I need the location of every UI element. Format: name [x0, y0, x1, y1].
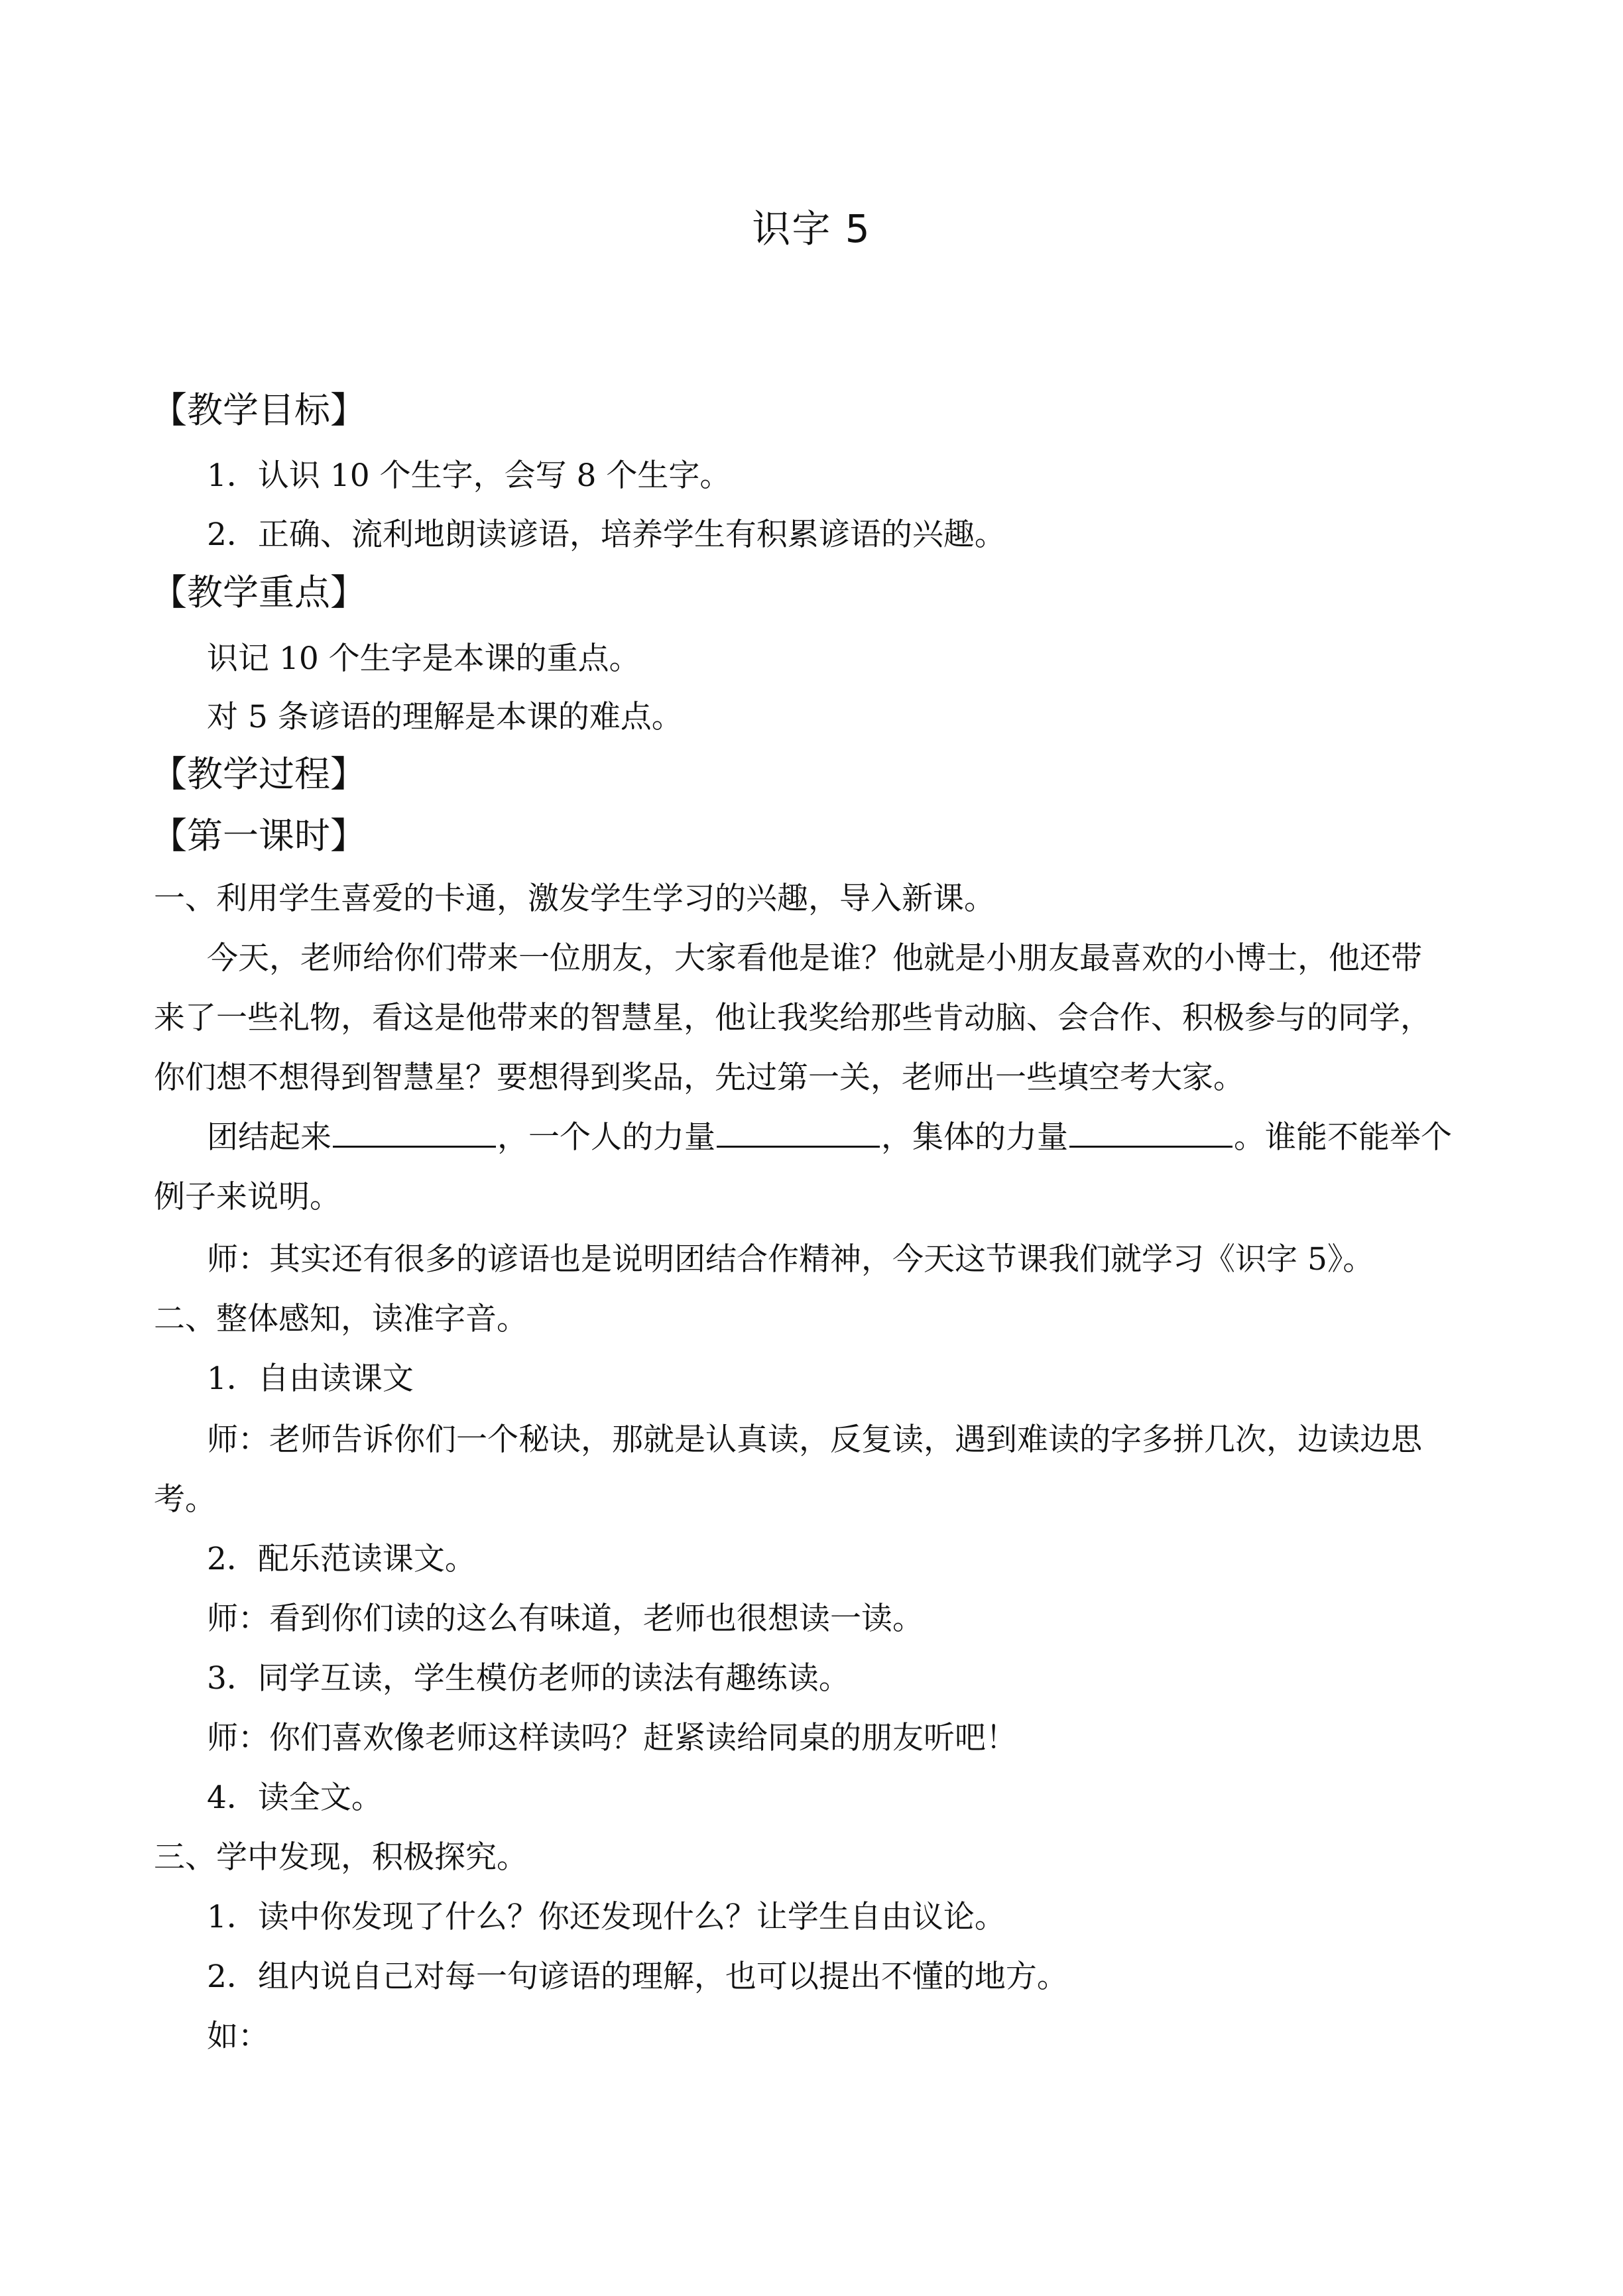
fill-in-exercise [207, 1117, 1452, 1159]
part3-step-2: 2．组内说自己对每一句谚语的理解，也可以提出不懂的地方。 [207, 1959, 1068, 1995]
part2-step-1-teacher-line-1: 师：老师告诉你们一个秘诀，那就是认真读，反复读，遇到难读的字多拼几次，边读边思 [207, 1421, 1422, 1458]
part3-example-label: 如： [207, 2018, 269, 2055]
part3-heading: 三、学中发现，积极探究。 [154, 1839, 528, 1876]
goal-item-2: 2．正确、流利地朗读谚语，培养学生有积累谚语的兴趣。 [207, 516, 1006, 553]
fill-text-d: 。谁能不能举个 [1234, 1119, 1452, 1156]
fill-blank-3 [1069, 1117, 1232, 1148]
part3-step-1: 1．读中你发现了什么？你还发现什么？让学生自由议论。 [207, 1899, 1006, 1935]
fill-text-c: ，集体的力量 [881, 1119, 1068, 1156]
process-heading: 【教学过程】 [151, 753, 366, 795]
part2-heading: 二、整体感知，读准字音。 [154, 1301, 528, 1337]
part1-paragraph-line-3: 你们想不想得到智慧星？要想得到奖品，先过第一关，老师出一些填空考大家。 [154, 1059, 1244, 1096]
lesson-heading: 【第一课时】 [151, 815, 366, 857]
focus-heading: 【教学重点】 [151, 572, 366, 613]
part1-teacher-line: 师：其实还有很多的谚语也是说明团结合作精神，今天这节课我们就学习《识字 5》。 [207, 1241, 1374, 1278]
fill-blank-2 [717, 1117, 880, 1148]
focus-item-2: 对 5 条谚语的理解是本课的难点。 [207, 699, 683, 735]
part2-step-1: 1．自由读课文 [207, 1360, 414, 1397]
part2-step-4: 4．读全文。 [207, 1780, 383, 1816]
part2-step-3-teacher: 师：你们喜欢像老师这样读吗？赶紧读给同桌的朋友听吧！ [207, 1720, 1017, 1756]
part1-paragraph-line-2: 来了一些礼物，看这是他带来的智慧星，他让我奖给那些肯动脑、会合作、积极参与的同学， [154, 1000, 1431, 1036]
part2-step-2-teacher: 师：看到你们读的这么有味道，老师也很想读一读。 [207, 1601, 924, 1637]
part2-step-3: 3．同学互读，学生模仿老师的读法有趣练读。 [207, 1660, 850, 1697]
part2-step-2: 2．配乐范读课文。 [207, 1541, 476, 1577]
fill-in-exercise-line-2: 例子来说明。 [154, 1179, 341, 1215]
part1-heading: 一、利用学生喜爱的卡通，激发学生学习的兴趣，导入新课。 [154, 880, 995, 917]
part2-step-1-teacher-line-2: 考。 [154, 1481, 216, 1518]
goal-item-1: 1．认识 10 个生字，会写 8 个生字。 [207, 457, 731, 494]
fill-blank-1 [333, 1117, 496, 1148]
focus-item-1: 识记 10 个生字是本课的重点。 [207, 640, 640, 677]
part1-paragraph-line-1: 今天，老师给你们带来一位朋友，大家看他是谁？他就是小朋友最喜欢的小博士，他还带 [207, 940, 1422, 977]
fill-text-a: 团结起来 [207, 1119, 331, 1156]
page-title: 识字 5 [752, 206, 871, 251]
goals-heading: 【教学目标】 [151, 389, 366, 431]
fill-text-b: ，一个人的力量 [497, 1119, 715, 1156]
